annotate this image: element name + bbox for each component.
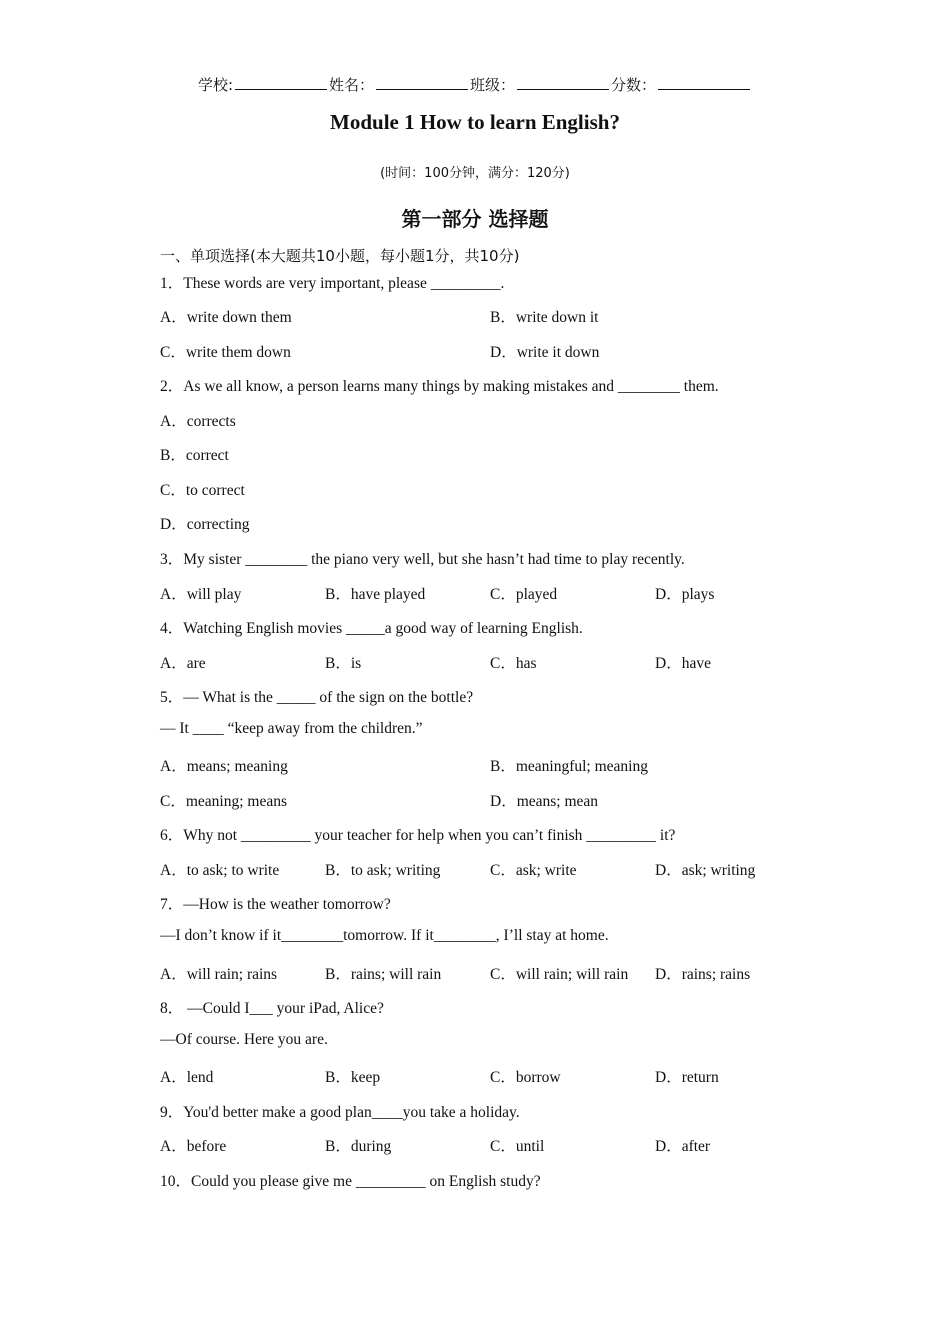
question-5-reply: — It ____ “keep away from the children.” (160, 720, 423, 737)
school-blank (235, 75, 327, 90)
q6-option-c: C．ask; write (490, 862, 577, 879)
q6-option-a: A．to ask; to write (160, 862, 280, 879)
q5-option-c: C．meaning; means (160, 793, 287, 810)
q7-option-d: D．rains; rains (655, 966, 751, 983)
question-5: 5．— What is the _____ of the sign on the bottle? (160, 689, 474, 706)
question-8: 8． —Could I___ your iPad, Alice? (160, 1000, 384, 1017)
score-label: 分数： (611, 76, 657, 94)
question-7-reply: —I don’t know if it________tomorrow. If it________, I’ll stay at home. (160, 927, 609, 944)
q2-option-a: A．corrects (160, 413, 236, 430)
q8-option-d: D．return (655, 1069, 719, 1086)
q2-option-c: C．to correct (160, 482, 245, 499)
question-1: 1．These words are very important, please _________. (160, 275, 505, 292)
q7-option-b: B．rains; will rain (325, 966, 442, 983)
q4-option-b: B．is (325, 655, 362, 672)
school-label: 学校: (197, 76, 233, 94)
q3-option-a: A．will play (160, 586, 242, 603)
q1-option-a: A．write down them (160, 309, 292, 326)
q2-option-d: D．correcting (160, 516, 250, 533)
class-label: 班级： (470, 76, 516, 94)
q6-option-b: B．to ask; writing (325, 862, 441, 879)
q1-option-d: D．write it down (490, 344, 600, 361)
q3-option-d: D．plays (655, 586, 715, 603)
q5-option-b: B．meaningful; meaning (490, 758, 648, 775)
question-7: 7．—How is the weather tomorrow? (160, 896, 391, 913)
q1-option-c: C．write them down (160, 344, 291, 361)
q3-option-b: B．have played (325, 586, 426, 603)
q9-option-a: A．before (160, 1138, 227, 1155)
q4-option-d: D．have (655, 655, 711, 672)
name-label: 姓名： (329, 76, 375, 94)
question-10: 10．Could you please give me _________ on English study? (160, 1173, 541, 1190)
q4-option-a: A．are (160, 655, 206, 672)
q1-option-b: B．write down it (490, 309, 599, 326)
q9-option-d: D．after (655, 1138, 711, 1155)
question-8-reply: —Of course. Here you are. (160, 1031, 328, 1048)
q4-option-c: C．has (490, 655, 537, 672)
time-note: (时间：100分钟，满分：120分) (380, 166, 570, 181)
question-9: 9．You'd better make a good plan____you take a holiday. (160, 1104, 520, 1121)
q2-option-b: B．correct (160, 447, 229, 464)
q8-option-a: A．lend (160, 1069, 214, 1086)
q9-option-b: B．during (325, 1138, 392, 1155)
name-blank (376, 75, 468, 90)
question-2: 2．As we all know, a person learns many things by making mistakes and ________ them. (160, 378, 719, 395)
page-title: Module 1 How to learn English? (330, 110, 620, 134)
q7-option-a: A．will rain; rains (160, 966, 278, 983)
class-blank (517, 75, 609, 90)
student-info-line (0, 74, 950, 95)
score-blank (658, 75, 750, 90)
q7-option-c: C．will rain; will rain (490, 966, 629, 983)
section-title: 一、单项选择(本大题共10小题，每小题1分，共10分) (160, 247, 520, 265)
q3-option-c: C．played (490, 586, 558, 603)
question-4: 4．Watching English movies _____a good way of learning English. (160, 620, 583, 637)
q9-option-c: C．until (490, 1138, 545, 1155)
q8-option-c: C．borrow (490, 1069, 561, 1086)
q5-option-a: A．means; meaning (160, 758, 288, 775)
q8-option-b: B．keep (325, 1069, 381, 1086)
question-3: 3．My sister ________ the piano very well, but she hasn’t had time to play recently. (160, 551, 685, 568)
question-6: 6．Why not _________ your teacher for help when you can’t finish _________ it? (160, 827, 676, 844)
q5-option-d: D．means; mean (490, 793, 599, 810)
part-title: 第一部分 选择题 (401, 207, 549, 231)
q6-option-d: D．ask; writing (655, 862, 756, 879)
